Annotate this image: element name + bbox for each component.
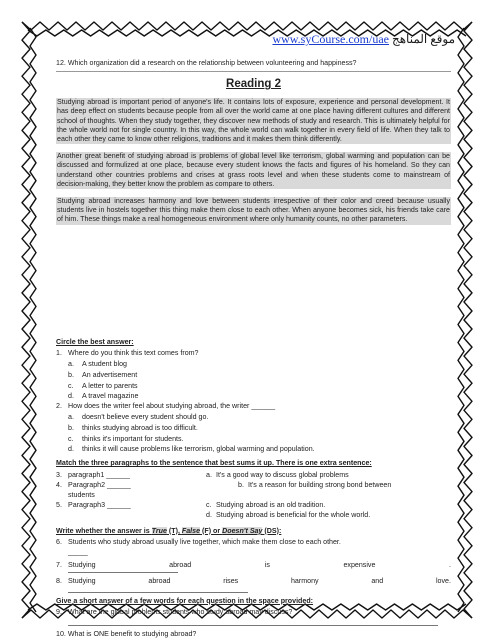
q8-word: love. <box>435 577 451 586</box>
option-letter: d. <box>68 392 74 401</box>
question-number: 7. <box>56 561 62 570</box>
question-9 <box>56 608 451 617</box>
answer-line[interactable] <box>68 592 248 593</box>
option-letter: a. <box>68 360 74 369</box>
option-1d[interactable] <box>68 392 451 401</box>
question-7 <box>56 561 451 570</box>
q7-word: abroad <box>169 561 192 570</box>
match-right-text: Studying abroad is beneficial for the whole world. <box>216 511 371 520</box>
tf-false-word: False <box>181 526 201 535</box>
question-8 <box>56 577 451 586</box>
tf-title-text: Write whether the answer is <box>56 526 152 535</box>
circle-section-title: Circle the best answer: <box>56 338 134 347</box>
option-text: thinks it's important for students. <box>82 434 184 443</box>
question-number: 4. <box>56 480 62 489</box>
answer-blank[interactable]: _____ <box>68 548 88 557</box>
true-false-title <box>56 527 451 536</box>
question-10 <box>56 630 451 639</box>
passage-paragraph-3: Studying abroad increases harmony and love between students irrespective of their color and creed because usually students live in hostels together this thing make them close to each other. When anyone becomes sick, his friends take care of him. These things make a real homogeneous environment where only humanity counts, no other parameters. <box>57 197 450 224</box>
match-row-extra <box>56 511 451 520</box>
question-text: How does the writer feel about studying abroad, the writer ______ <box>68 402 276 411</box>
match-letter: c. <box>206 501 212 510</box>
worksheet <box>56 56 451 639</box>
match-row-4 <box>56 481 451 490</box>
match-row-continuation <box>56 491 451 500</box>
question-number: 8. <box>56 577 62 586</box>
site-arabic-name: موقع المناهج <box>391 32 455 46</box>
option-2c[interactable] <box>68 435 451 444</box>
site-url[interactable]: www.syCourse.com/uae <box>272 32 389 46</box>
question-text: 10. What is ONE benefit to studying abroad? <box>56 630 197 639</box>
option-letter: c. <box>68 434 74 443</box>
question-6 <box>56 538 451 547</box>
q8-word: rises <box>223 577 239 586</box>
match-letter: b. <box>238 480 244 489</box>
q7-word: expensive <box>343 561 376 570</box>
answer-line <box>56 71 451 72</box>
match-right-text: It's a good way to discuss global problems <box>216 470 349 479</box>
option-1a[interactable] <box>68 360 451 369</box>
match-left-text[interactable]: paragraph1 ______ <box>68 470 130 479</box>
question-number: 1. <box>56 349 62 358</box>
q7-word: Studying <box>68 561 96 570</box>
answer-blank-6[interactable] <box>56 548 451 557</box>
question-number: 9. <box>56 607 62 616</box>
answer-line[interactable] <box>68 625 438 626</box>
option-2d[interactable] <box>68 445 451 454</box>
tf-ds-word: Doesn't Say <box>222 526 263 535</box>
tf-false-code: (F) or <box>200 526 223 535</box>
q8-word: abroad <box>148 577 171 586</box>
match-left-text[interactable]: Paragraph3 ______ <box>68 501 131 510</box>
tf-true-word: True <box>151 526 167 535</box>
option-text: An advertisement <box>82 370 138 379</box>
circle-section <box>56 338 451 454</box>
question-text: What are the global problems students who study abroad may discuss? <box>68 607 293 616</box>
question-text: Students who study abroad usually live together, which make them close to each other. <box>68 537 341 546</box>
option-text: doesn't believe every student should go. <box>82 413 209 422</box>
answer-line[interactable] <box>68 572 178 573</box>
short-answer-section <box>56 597 451 640</box>
match-right-text: It's a reason for building strong bond between <box>248 480 392 489</box>
option-text: thinks it will cause problems like terrorism, global warming and population. <box>82 445 315 454</box>
option-letter: d. <box>68 445 74 454</box>
short-answer-title: Give a short answer of a few words for each question in the space provided: <box>56 596 314 605</box>
q8-word: Studying <box>68 577 96 586</box>
site-link-header[interactable] <box>272 32 455 47</box>
question-number: 2. <box>56 402 62 411</box>
reading-title: Reading 2 <box>226 78 281 91</box>
question-number: 3. <box>56 470 62 479</box>
option-letter: b. <box>68 423 74 432</box>
passage-paragraph-1: Studying abroad is important period of anyone's life. It contains lots of exposure, experience and personal development. It has deep effect on students because people from all over the world came at one place having different cultures and different school of thoughts. When they study together, they discover new methods of study and research. This is ultimately helpful for the whole world not for single country. In this way, the whole world can walk together in every field of life. When they talk to each other they came to know other religions, traditions and it makes them think differently. <box>57 98 450 144</box>
option-text: A travel magazine <box>82 392 139 401</box>
question-number: 5. <box>56 501 62 510</box>
question-1 <box>56 349 451 358</box>
option-2a[interactable] <box>68 413 451 422</box>
option-text: A student blog <box>82 360 127 369</box>
q8-word: harmony <box>290 577 319 586</box>
match-right-text: Studying abroad is an old tradition. <box>216 501 326 510</box>
option-text: thinks studying abroad is too difficult. <box>82 423 198 432</box>
match-left-text: students <box>68 491 95 500</box>
option-2b[interactable] <box>68 424 451 433</box>
tf-true-code: (T), <box>166 526 182 535</box>
q7-word: . <box>448 561 451 570</box>
match-letter: d. <box>206 511 212 520</box>
question-text: Where do you think this text comes from? <box>68 349 199 358</box>
match-row-3 <box>56 471 451 480</box>
option-1c[interactable] <box>68 382 451 391</box>
match-row-5 <box>56 501 451 510</box>
q8-word: and <box>371 577 384 586</box>
passage-paragraph-2: Another great benefit of studying abroad is problems of global level like terrorism, global warming and population can be discussed and formulized at one place, because every student knows the facts and figures of his homeland. So they can understand other countries problems and crises at grass roots level and when these students come to mainstream of decision-making, they better know the problem as compare to others. <box>57 152 450 188</box>
option-letter: b. <box>68 370 74 379</box>
match-section <box>56 459 451 520</box>
match-section-title: Match the three paragraphs to the sentence that best sums it up. There is one extra sentence: <box>56 459 372 468</box>
option-1b[interactable] <box>68 371 451 380</box>
q7-word: is <box>264 561 270 570</box>
true-false-section <box>56 527 451 593</box>
match-letter: a. <box>206 470 212 479</box>
question-number: 6. <box>56 537 62 546</box>
tf-ds-code: (DS): <box>262 526 282 535</box>
question-2 <box>56 402 451 411</box>
option-text: A letter to parents <box>82 381 138 390</box>
reading-passage <box>56 98 451 336</box>
match-left-text[interactable]: Paragraph2 ______ <box>68 480 131 489</box>
question-12: 12. Which organization did a research on the relationship between volunteering and happiness? <box>56 59 357 67</box>
option-letter: c. <box>68 381 74 390</box>
option-letter: a. <box>68 413 74 422</box>
